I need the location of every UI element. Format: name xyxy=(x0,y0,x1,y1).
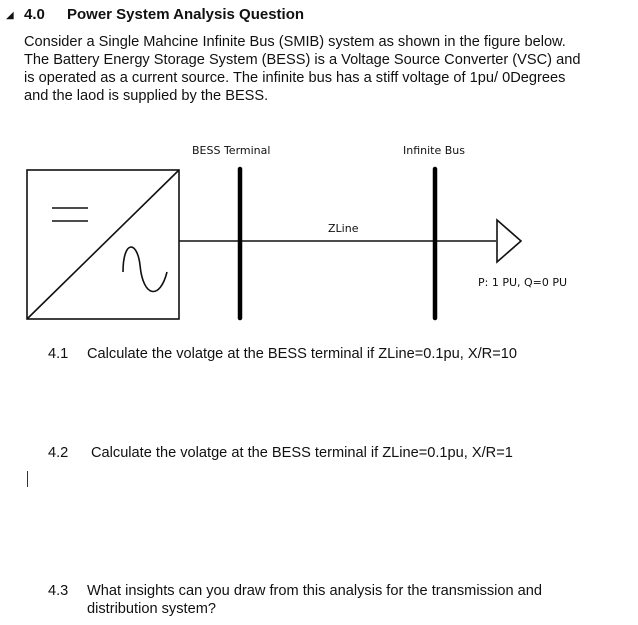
intro-line: Consider a Single Mahcine Infinite Bus (SMIB) system as shown in the figure below. xyxy=(24,34,566,50)
question-number: 4.2 xyxy=(48,445,69,461)
bess-terminal-label: BESS Terminal xyxy=(192,144,271,157)
question-line: What insights can you draw from this analysis for the transmission and xyxy=(87,583,543,599)
section-number: 4.0 xyxy=(24,6,45,23)
intro-line: The Battery Energy Storage System (BESS) is a Voltage Source Converter (VSC) and xyxy=(24,52,581,68)
question-number: 4.1 xyxy=(48,346,69,362)
intro-line: is operated as a current source. The infinite bus has a stiff voltage of 1pu/ 0Degrees xyxy=(24,70,566,86)
collapse-triangle-icon[interactable]: ◢ xyxy=(6,10,14,21)
question-text xyxy=(87,582,542,618)
section-title: Power System Analysis Question xyxy=(67,6,305,23)
text-cursor xyxy=(27,471,28,487)
question-number: 4.3 xyxy=(48,583,69,599)
load-arrow-icon xyxy=(497,220,521,262)
vsc-converter-icon xyxy=(27,170,179,319)
infinite-bus-label: Infinite Bus xyxy=(403,144,465,157)
question-text: Calculate the volatge at the BESS terminal if ZLine=0.1pu, X/R=1 xyxy=(91,445,513,461)
intro-line: and the laod is supplied by the BESS. xyxy=(24,88,269,104)
question-text: Calculate the volatge at the BESS terminal if ZLine=0.1pu, X/R=10 xyxy=(87,346,517,362)
load-label: P: 1 PU, Q=0 PU xyxy=(478,276,568,289)
zline-label: ZLine xyxy=(328,222,359,235)
question-line: distribution system? xyxy=(87,601,216,617)
